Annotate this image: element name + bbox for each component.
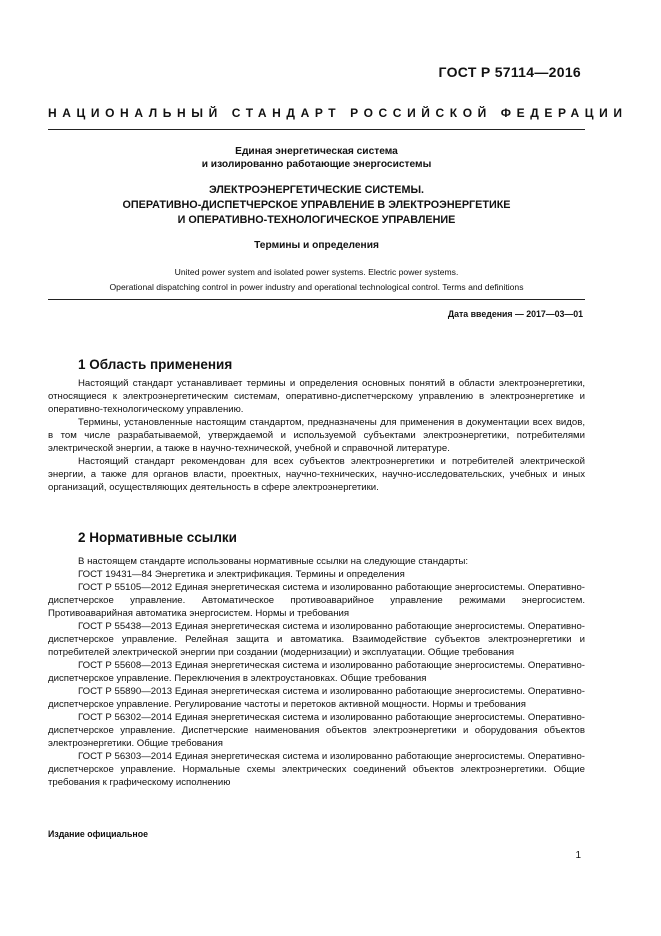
section2-paragraph: В настоящем стандарте использованы нормативные ссылки на следующие стандарты: — [78, 556, 469, 567]
subtitle: Термины и определения — [254, 240, 379, 251]
header-divider — [48, 129, 585, 130]
main-title-line3: И ОПЕРАТИВНО-ТЕХНОЛОГИЧЕСКОЕ УПРАВЛЕНИЕ — [177, 214, 456, 226]
section2-heading: 2 Нормативные ссылки — [78, 530, 237, 545]
page-number: 1 — [575, 850, 581, 861]
section2-body — [48, 555, 585, 789]
section2-paragraph: ГОСТ Р 55105—2012 Единая энергетическая система и изолированно работающие энергосистемы. Оперативно-диспетчерское управление. Автоматическое противоаварийное управление режимами энергосистем. Противоаварийная автоматика энергосистем. Нормы и требования — [48, 582, 585, 619]
national-standard-banner: НАЦИОНАЛЬНЫЙ СТАНДАРТ РОССИЙСКОЙ ФЕДЕРАЦИИ — [48, 106, 628, 120]
official-edition-label: Издание официальное — [48, 829, 148, 839]
section2-paragraph: ГОСТ Р 56302—2014 Единая энергетическая система и изолированно работающие энергосистемы. Оперативно-диспетчерское управление. Диспетчерские наименования объектов электроэнергетики и оборудования объектов электроэнергетики. Общие требования — [48, 712, 585, 749]
section1-paragraph: Термины, установленные настоящим стандартом, предназначены для применения в документации всех видов, в том числе разрабатываемой, утверждаемой и используемой субъектами электроэнергетики, потребителями электрической энергии, а также в научно-технической, учебной и справочной литературе. — [48, 417, 585, 454]
section2-paragraph: ГОСТ Р 55438—2013 Единая энергетическая система и изолированно работающие энергосистемы. Оперативно-диспетчерское управление. Релейная защита и автоматика. Взаимодействие субъектов электроэнергетики и потребителей электрической энергии при создании (модернизации) и эксплуатации. Общие требования — [48, 621, 585, 658]
title-divider — [48, 299, 585, 300]
english-title-line2: Operational dispatching control in power industry and operational technological control. Terms and definitions — [109, 282, 524, 292]
section2-paragraph: ГОСТ Р 55608—2013 Единая энергетическая система и изолированно работающие энергосистемы. Оперативно-диспетчерское управление. Переключения в электроустановках. Общие требования — [48, 660, 585, 684]
section1-body — [48, 377, 585, 494]
section2-paragraph: ГОСТ 19431—84 Энергетика и электрификация. Термины и определения — [78, 569, 405, 580]
section1-paragraph: Настоящий стандарт рекомендован для всех субъектов электроэнергетики и потребителей электрической энергии, а также для органов власти, проектных, научно-технических, научно-исследовательских, учебных и иных организаций, осуществляющих деятельность в сфере электроэнергетики. — [48, 456, 585, 493]
document-code: ГОСТ Р 57114—2016 — [438, 64, 581, 80]
section1-paragraph: Настоящий стандарт устанавливает термины и определения основных понятий в области электроэнергетики, относящиеся к электроэнергетическим системам, оперативно-диспетчерскому управлению в электроэнергетике и оперативно-технологическому управлению. — [48, 378, 585, 415]
system-title-line1: Единая энергетическая система — [235, 146, 398, 157]
main-title-line2: ОПЕРАТИВНО-ДИСПЕТЧЕРСКОЕ УПРАВЛЕНИЕ В ЭЛЕКТРОЭНЕРГЕТИКЕ — [122, 199, 511, 211]
main-title-line1: ЭЛЕКТРОЭНЕРГЕТИЧЕСКИЕ СИСТЕМЫ. — [208, 184, 425, 196]
section1-heading: 1 Область применения — [78, 357, 233, 372]
section2-paragraph: ГОСТ Р 55890—2013 Единая энергетическая система и изолированно работающие энергосистемы. Оперативно-диспетчерское управление. Регулирование частоты и перетоков активной мощности. Нормы и требования — [48, 686, 585, 710]
introduction-date: Дата введения — 2017—03—01 — [447, 309, 583, 319]
system-title-line2: и изолированно работающие энергосистемы — [201, 159, 432, 170]
section2-paragraph: ГОСТ Р 56303—2014 Единая энергетическая система и изолированно работающие энергосистемы. Оперативно-диспетчерское управление. Нормальные схемы электрических соединений объектов электроэнергетики. Общие требования к графическому исполнению — [48, 751, 585, 788]
english-title-line1: United power system and isolated power systems. Electric power systems. — [174, 267, 459, 277]
